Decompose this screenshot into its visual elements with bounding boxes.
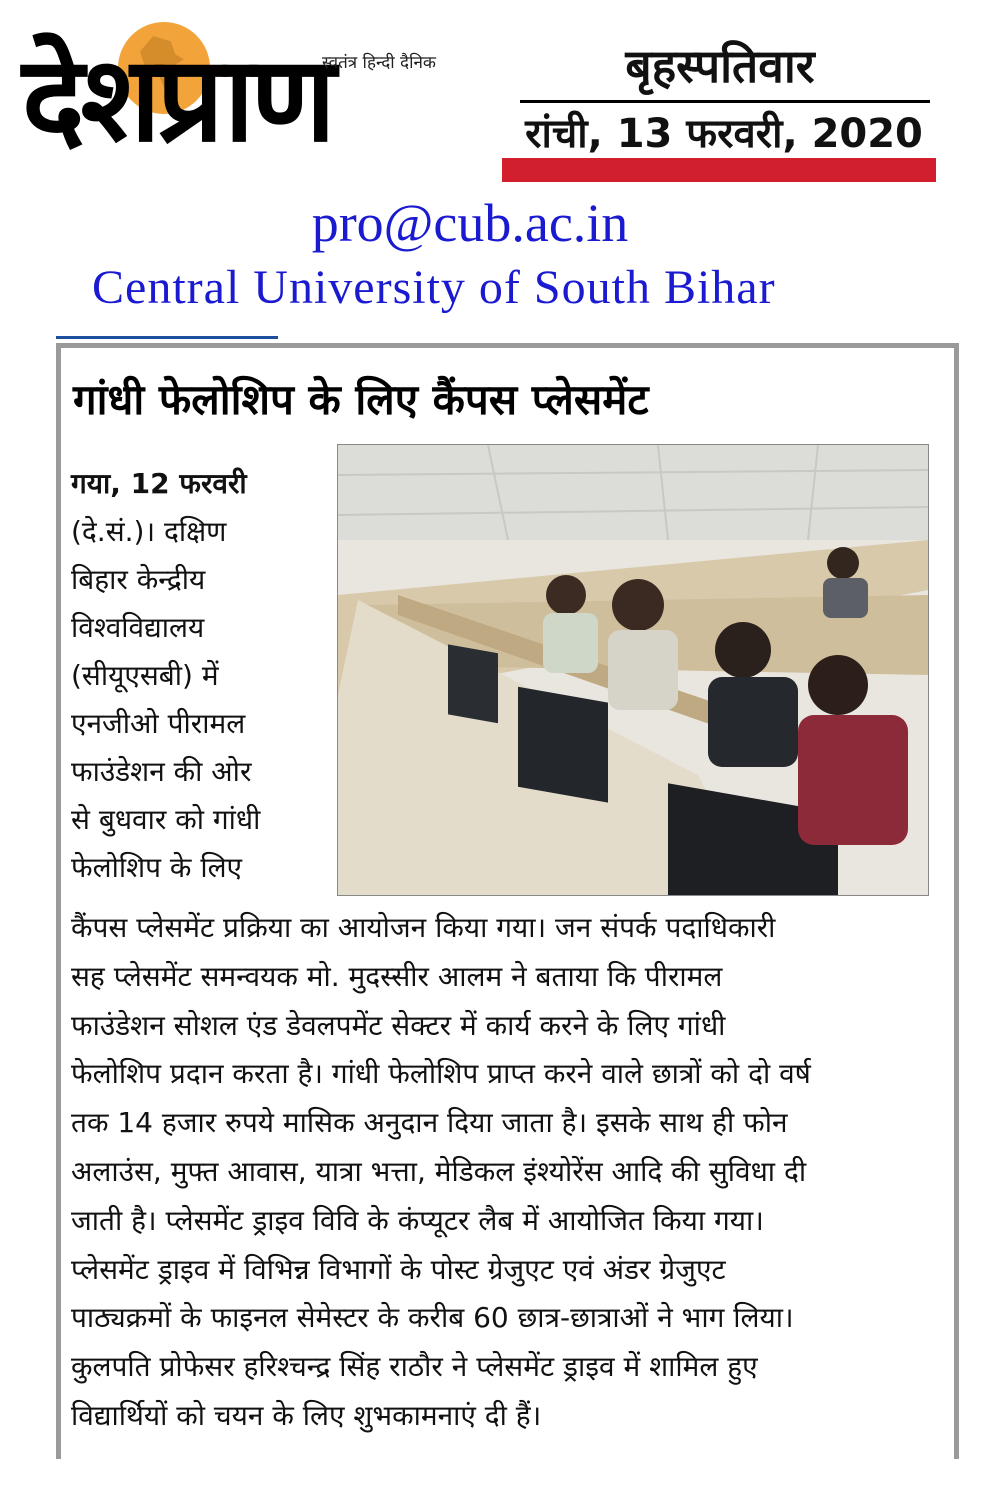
side-line: (दे.सं.)। दक्षिण [71,515,227,548]
body-line: विद्यार्थियों को चयन के लिए शुभकामनाएं दी हैं। [71,1398,542,1432]
article-side-column [71,460,326,892]
news-article [56,343,959,1459]
body-line: फेलोशिप प्रदान करता है। गांधी फेलोशिप प्राप्त करने वाले छात्रों को दो वर्ष [71,1057,811,1091]
side-line: एनजीओ पीरामल [71,707,246,740]
date-divider [520,100,930,103]
side-line: फाउंडेशन की ओर [71,755,252,788]
body-line: जाती है। प्लेसमेंट ड्राइव विवि के कंप्यूटर लैब में आयोजित किया गया। [71,1203,764,1237]
body-line: प्लेसमेंट ड्राइव में विभिन्न विभागों के पोस्ट ग्रेजुएट एवं अंडर ग्रेजुएट [71,1252,726,1286]
side-line: (सीयूएसबी) में [71,659,219,692]
side-line: बिहार केन्द्रीय [71,563,206,596]
body-line: अलाउंस, मुफ्त आवास, यात्रा भत्ता, मेडिकल इंश्योरेंस आदि की सुविधा दी [71,1154,807,1188]
body-line: सह प्लेसमेंट समन्वयक मो. मुदस्सीर आलम ने बताया कि पीरामल [71,959,723,993]
body-line: पाठ्यक्रमों के फाइनल सेमेस्टर के करीब 60 छात्र-छात्राओं ने भाग लिया। [71,1301,794,1335]
blue-divider [56,336,278,339]
side-line: गया, 12 फरवरी [71,467,247,500]
issue-weekday: बृहस्पतिवार [625,39,815,93]
side-line: से बुधवार को गांधी [71,803,261,836]
body-line: कैंपस प्लेसमेंट प्रक्रिया का आयोजन किया गया। जन संपर्क पदाधिकारी [71,911,776,944]
article-photo [337,444,929,896]
contact-email[interactable]: pro@cub.ac.in [311,193,629,253]
side-line: विश्वविद्यालय [71,611,205,644]
article-body [71,904,951,1441]
issue-dateline: रांची, 13 फरवरी, 2020 [525,111,923,157]
university-name: Central University of South Bihar [92,261,776,314]
red-accent-bar [502,158,936,182]
newspaper-logo: देशप्राण [22,30,332,168]
masthead [0,0,993,200]
newspaper-tagline: स्वतंत्र हिन्दी दैनिक [322,53,436,73]
body-line: तक 14 हजार रुपये मासिक अनुदान दिया जाता है। इसके साथ ही फोन [71,1106,788,1140]
side-line: फेलोशिप के लिए [71,851,243,884]
body-line: कुलपति प्रोफेसर हरिश्चन्द्र सिंह राठौर ने प्लेसमेंट ड्राइव में शामिल हुए [71,1350,758,1384]
body-line: फाउंडेशन सोशल एंड डेवलपमेंट सेक्टर में कार्य करने के लिए गांधी [71,1008,726,1042]
computer-lab-illustration [338,445,928,895]
article-headline: गांधी फेलोशिप के लिए कैंपस प्लेसमेंट [73,375,649,424]
